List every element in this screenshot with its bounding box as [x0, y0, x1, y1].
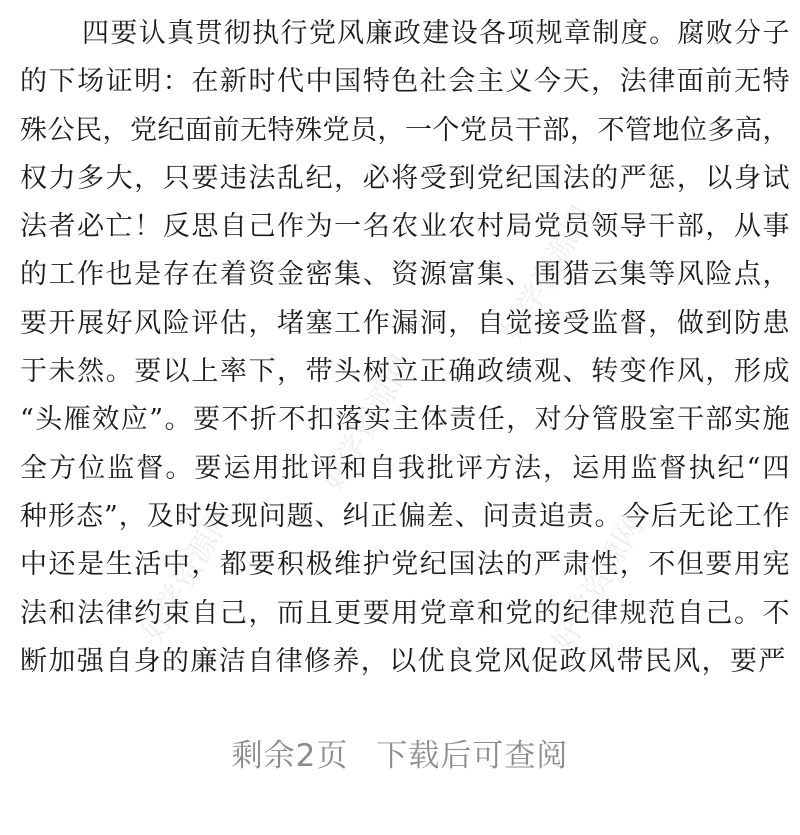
text-line: 中还是生活中，都要积极维护党纪国法的严肃性，不但要用宪 [20, 549, 790, 581]
watermark: 好学资源网 [495, 200, 601, 348]
text-line: 要开展好风险评估，堵塞工作漏洞，自觉接受监督，做到防患 [20, 307, 790, 339]
watermark: 好学资源网 [315, 350, 421, 498]
remaining-pages-label[interactable]: 剩余2页 [231, 738, 349, 774]
text-line: 四要认真贯彻执行党风廉政建设各项规章制度。腐败分子 [82, 18, 790, 49]
text-line: 殊公民，党纪面前无特殊党员，一个党员干部，不管地位多高， [20, 114, 790, 146]
text-line: 的下场证明：在新时代中国特色社会主义今天，法律面前无特 [20, 66, 790, 98]
text-line: 法者必亡！反思自己作为一名农业农村局党员领导干部，从事 [20, 211, 790, 243]
text-line: 的工作也是存在着资金密集、资源富集、围猎云集等风险点， [20, 259, 790, 291]
watermark: 好学资源网 [135, 500, 241, 648]
text-line: 权力多大，只要违法乱纪，必将受到党纪国法的严惩，以身试 [20, 162, 790, 194]
text-line: 全方位监督。要运用批评和自我批评方法，运用监督执纪“四 [20, 452, 790, 484]
document-body [20, 10, 790, 686]
text-line: “头雁效应”。要不折不扣落实主体责任，对分管股室干部实施 [20, 404, 790, 436]
text-line: 法和法律约束自己，而且更要用党章和党的纪律规范自己。不 [20, 597, 790, 629]
text-line: 断加强自身的廉洁自律修养，以优良党风促政风带民风，要严 [20, 645, 787, 677]
watermark: 好学资源网 [545, 510, 651, 658]
text-line: 于未然。要以上率下，带头树立正确政绩观、转变作风，形成 [20, 356, 790, 388]
download-prompt-label[interactable]: 下载后可查阅 [376, 738, 569, 774]
remaining-pages-bar[interactable] [0, 730, 800, 775]
text-line: 种形态”，及时发现问题、纠正偏差、问责追责。今后无论工作 [20, 500, 790, 532]
